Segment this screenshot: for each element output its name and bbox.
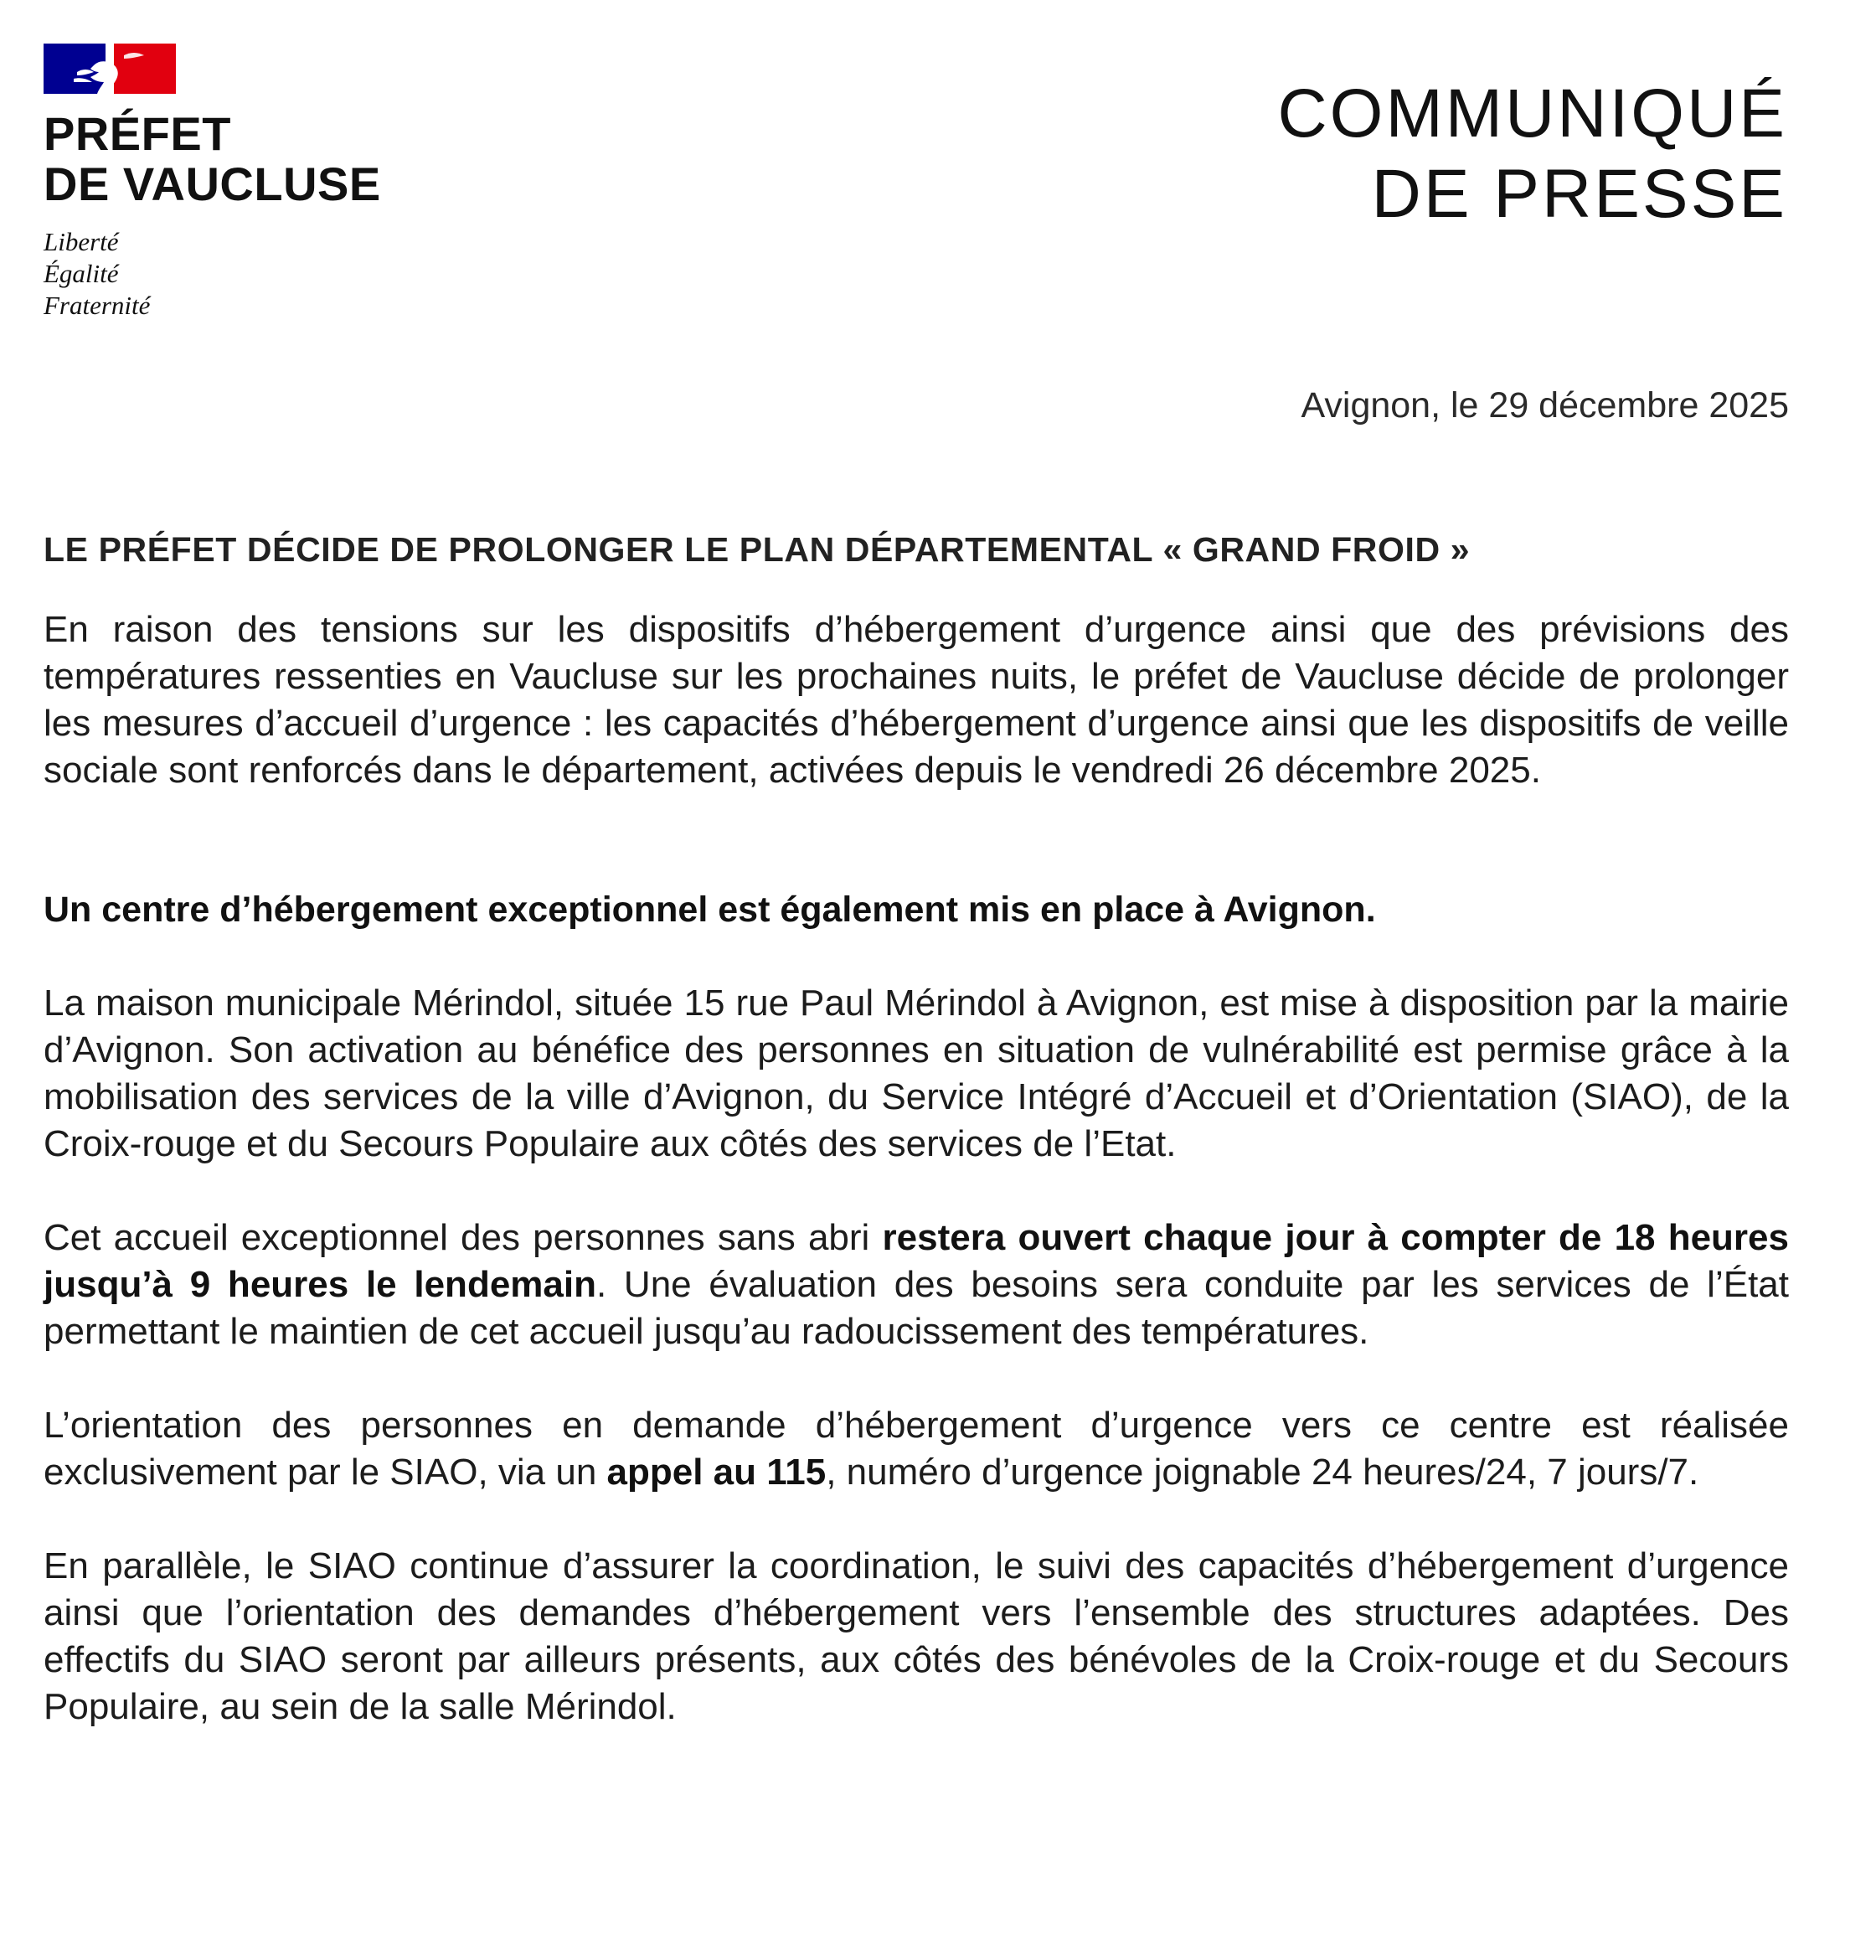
dateline: Avignon, le 29 décembre 2025	[1301, 385, 1789, 426]
headline: LE PRÉFET DÉCIDE DE PROLONGER LE PLAN DÉPARTEMENTAL « GRAND FROID »	[44, 530, 1471, 569]
press-release-body	[44, 528, 1789, 1730]
intro-paragraph: En raison des tensions sur les dispositifs d’hébergement d’urgence ainsi que des prévisions des températures ressenties en Vaucluse sur les prochaines nuits, le préfet de Vaucluse décide de prolonger les mesures d’accueil d’urgence : les capacités d’hébergement d’urgence ainsi que les dispositifs de veille sociale sont renforcés dans le département, activées depuis le vendredi 26 décembre 2025.	[44, 609, 1789, 791]
prefecture-name-line1: PRÉFET	[44, 107, 231, 160]
accueil-paragraph	[44, 1215, 1789, 1355]
parallel-paragraph: En parallèle, le SIAO continue d’assurer la coordination, le suivi des capacités d’hébergement d’urgence ainsi que l’orientation des demandes d’hébergement vers l’ensemble des structures adaptées. Des effectifs du SIAO seront par ailleurs présents, aux côtés des bénévoles de la Croix-rouge et du Secours Populaire, au sein de la salle Mérindol.	[44, 1545, 1789, 1727]
accueil-hours-emphasis: restera ouvert chaque jour à compter de 18 heures jusqu’à 9 heures le lendemain	[44, 1217, 1789, 1305]
motto-egalite: Égalité	[44, 259, 119, 288]
document-type-line2: DE PRESSE	[1371, 156, 1787, 232]
accueil-text-after: . Une évaluation des besoins sera conduite par les services de l’État permettant le maintien de cet accueil jusqu’au radoucissement des températures.	[44, 1264, 1789, 1352]
prefecture-name	[44, 109, 429, 209]
subheading: Un centre d’hébergement exceptionnel est également mis en place à Avignon.	[44, 890, 1376, 930]
merindol-paragraph: La maison municipale Mérindol, située 15 rue Paul Mérindol à Avignon, est mise à disposition par la mairie d’Avignon. Son activation au bénéfice des personnes en situation de vulnérabilité est permise grâce à la mobilisation des services de la ville d’Avignon, du Service Intégré d’Accueil et d’Orientation (SIAO), de la Croix-rouge et du Secours Populaire aux côtés des services de l’Etat.	[44, 983, 1789, 1164]
republic-motto	[44, 226, 429, 322]
prefecture-logo-block	[44, 44, 429, 322]
document-type-line1: COMMUNIQUÉ	[1277, 75, 1787, 152]
accueil-text-before: Cet accueil exceptionnel des personnes sans abri	[44, 1217, 883, 1258]
orientation-text-before: L’orientation des personnes en demande d’hébergement d’urgence vers ce centre est réalisée exclusivement par le SIAO, via un	[44, 1405, 1789, 1493]
orientation-115-emphasis: appel au 115	[606, 1452, 827, 1493]
motto-liberte: Liberté	[44, 227, 119, 256]
motto-fraternite: Fraternité	[44, 291, 151, 320]
orientation-text-after: , numéro d’urgence joignable 24 heures/24, 7 jours/7.	[826, 1452, 1699, 1493]
orientation-paragraph	[44, 1402, 1789, 1496]
marianne-logo	[44, 44, 176, 94]
document-type-title	[1277, 74, 1787, 235]
prefecture-name-line2: DE VAUCLUSE	[44, 157, 381, 210]
